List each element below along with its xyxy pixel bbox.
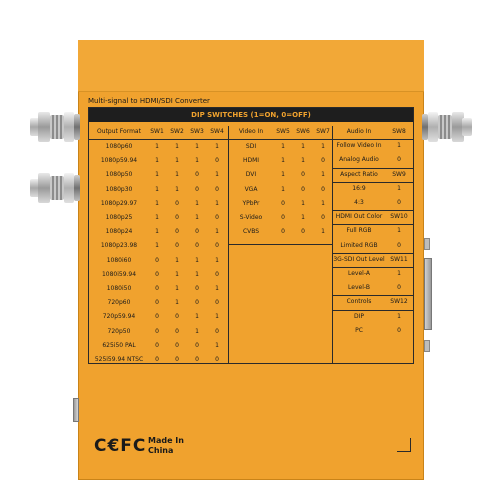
output-format-header: SW3 xyxy=(190,128,204,135)
side-port-icon[interactable] xyxy=(424,340,430,352)
switch-value: 1 xyxy=(175,171,179,179)
switch-value: 0 xyxy=(155,299,159,307)
device-top-panel xyxy=(78,40,424,92)
switch-value: 0 xyxy=(155,327,159,335)
switch-value: 0 xyxy=(195,355,199,363)
switch-value: 0 xyxy=(155,341,159,349)
switch-value: 1 xyxy=(195,157,199,165)
row-divider xyxy=(333,139,413,140)
output-format-name: 1080p23.98 xyxy=(100,242,138,250)
switch-value: 0 xyxy=(321,157,325,165)
setting-header: 3G-SDI Out Level xyxy=(333,255,385,263)
row-divider xyxy=(229,244,332,245)
switch-value: 0 xyxy=(175,242,179,250)
setting-header: HDMI Out Color xyxy=(335,213,383,221)
switch-value: 0 xyxy=(175,341,179,349)
switch-value: 1 xyxy=(301,199,305,207)
switch-value: 0 xyxy=(321,213,325,221)
switch-value: 1 xyxy=(397,312,401,320)
video-in-header: Video In xyxy=(238,128,264,135)
switch-value: 0 xyxy=(175,213,179,221)
switch-value: 0 xyxy=(195,341,199,349)
switch-value: 1 xyxy=(155,199,159,207)
switch-value: 1 xyxy=(301,157,305,165)
made-in-label xyxy=(148,436,184,456)
video-in-header: SW7 xyxy=(316,128,330,135)
video-in-name: HDMI xyxy=(242,157,260,165)
output-format-name: 1080p25 xyxy=(105,213,133,221)
switch-value: 0 xyxy=(215,327,219,335)
switch-value: 1 xyxy=(301,213,305,221)
switch-value: 1 xyxy=(321,199,325,207)
switch-value: 1 xyxy=(215,256,219,264)
switch-value: 1 xyxy=(215,171,219,179)
row-divider xyxy=(229,139,332,140)
switch-value: 0 xyxy=(321,185,325,193)
switch-value: 1 xyxy=(321,171,325,179)
switch-value: 0 xyxy=(175,327,179,335)
side-port-icon[interactable] xyxy=(424,238,430,250)
switch-value: 0 xyxy=(195,299,199,307)
video-in-name: VGA xyxy=(244,185,258,193)
bnc-connector-icon[interactable] xyxy=(30,112,80,142)
made-in-line1: Made In xyxy=(148,436,184,445)
output-format-name: 1080p29.97 xyxy=(100,199,138,207)
switch-value: 1 xyxy=(281,157,285,165)
switch-value: 0 xyxy=(155,284,159,292)
switch-value: 1 xyxy=(301,142,305,150)
switch-value: 0 xyxy=(155,256,159,264)
switch-value: 0 xyxy=(301,228,305,236)
switch-value: 0 xyxy=(281,199,285,207)
setting-header: Controls xyxy=(346,298,372,306)
switch-value: 1 xyxy=(155,142,159,150)
switch-value: 1 xyxy=(397,227,401,235)
switch-value: 0 xyxy=(215,355,219,363)
output-format-name: 525i59.94 NTSC xyxy=(94,355,144,363)
switch-value: 0 xyxy=(281,213,285,221)
setting-switch: SW9 xyxy=(392,170,406,178)
setting-option: Level-B xyxy=(348,284,370,292)
switch-value: 1 xyxy=(175,157,179,165)
setting-switch: SW8 xyxy=(392,128,406,135)
switch-value: 1 xyxy=(215,199,219,207)
output-format-header: SW1 xyxy=(150,128,164,135)
output-format-name: 720p60 xyxy=(107,299,131,307)
switch-value: 1 xyxy=(155,228,159,236)
switch-value: 1 xyxy=(175,299,179,307)
switch-value: 1 xyxy=(175,185,179,193)
row-divider xyxy=(89,139,228,140)
switch-value: 0 xyxy=(175,355,179,363)
switch-value: 1 xyxy=(281,185,285,193)
switch-value: 0 xyxy=(215,185,219,193)
switch-value: 1 xyxy=(155,171,159,179)
switch-value: 0 xyxy=(215,270,219,278)
switch-value: 0 xyxy=(397,199,401,206)
setting-option: Analog Audio xyxy=(339,156,379,164)
output-format-name: 1080p59.94 xyxy=(100,157,138,165)
switch-value: 1 xyxy=(195,142,199,150)
switch-value: 0 xyxy=(301,171,305,179)
video-in-header: SW6 xyxy=(296,128,310,135)
corner-mark xyxy=(397,438,411,452)
video-in-name: SDI xyxy=(245,142,257,150)
switch-value: 0 xyxy=(155,355,159,363)
switch-value: 1 xyxy=(397,142,401,150)
setting-option: 16:9 xyxy=(352,184,366,192)
switch-value: 0 xyxy=(397,241,401,249)
switch-value: 1 xyxy=(397,184,401,192)
row-divider xyxy=(333,253,413,254)
row-divider xyxy=(333,224,413,225)
video-in-header: SW5 xyxy=(276,128,290,135)
row-divider xyxy=(333,182,413,183)
hdmi-port-icon[interactable] xyxy=(424,258,432,330)
output-format-name: 720p50 xyxy=(107,327,131,335)
switch-value: 0 xyxy=(195,242,199,250)
switch-value: 1 xyxy=(175,256,179,264)
output-format-header: Output Format xyxy=(97,128,141,135)
switch-value: 0 xyxy=(281,228,285,236)
device-label: Multi-signal to HDMI/SDI Converter xyxy=(88,97,210,105)
switch-value: 1 xyxy=(175,270,179,278)
output-format-name: 720p59.94 xyxy=(102,313,136,321)
bnc-connector-icon[interactable] xyxy=(422,112,472,142)
setting-option: Level-A xyxy=(348,270,370,277)
output-format-name: 1080p50 xyxy=(105,171,133,179)
switch-value: 1 xyxy=(155,157,159,165)
switch-value: 1 xyxy=(397,270,401,277)
made-in-line2: China xyxy=(148,446,174,455)
setting-option: 4:3 xyxy=(354,199,364,206)
switch-value: 1 xyxy=(215,228,219,236)
switch-value: 1 xyxy=(215,313,219,321)
switch-value: 1 xyxy=(215,341,219,349)
panel-title: DIP SWITCHES (1=ON, 0=OFF) xyxy=(89,108,413,122)
video-in-name: CVBS xyxy=(242,228,260,236)
setting-header: Aspect Ratio xyxy=(340,170,378,178)
setting-header: Audio In xyxy=(346,128,372,135)
output-format-name: 1080i50 xyxy=(106,284,132,292)
video-in-name: YPbPr xyxy=(242,199,260,207)
output-format-header: SW4 xyxy=(210,128,224,135)
switch-value: 1 xyxy=(195,270,199,278)
switch-value: 1 xyxy=(155,213,159,221)
switch-value: 1 xyxy=(175,142,179,150)
setting-option: DIP xyxy=(353,312,364,320)
setting-switch: SW10 xyxy=(390,213,408,221)
row-divider xyxy=(333,267,413,268)
switch-value: 1 xyxy=(195,213,199,221)
switch-value: 0 xyxy=(215,157,219,165)
row-divider xyxy=(333,168,413,169)
output-format-name: 1080p30 xyxy=(105,185,133,193)
switch-value: 0 xyxy=(397,284,401,292)
switch-value: 1 xyxy=(281,142,285,150)
switch-value: 0 xyxy=(301,185,305,193)
setting-option: Limited RGB xyxy=(340,241,378,249)
setting-option: Follow Video In xyxy=(336,142,382,150)
output-format-name: 625i50 PAL xyxy=(102,341,136,349)
switch-value: 1 xyxy=(321,142,325,150)
switch-value: 0 xyxy=(215,299,219,307)
bnc-connector-icon[interactable] xyxy=(30,173,80,203)
switch-value: 0 xyxy=(155,270,159,278)
side-button[interactable] xyxy=(73,398,79,422)
switch-value: 0 xyxy=(195,171,199,179)
row-divider xyxy=(333,210,413,211)
dip-switch-panel xyxy=(88,107,414,364)
switch-value: 0 xyxy=(195,284,199,292)
switch-value: 0 xyxy=(195,228,199,236)
switch-value: 0 xyxy=(195,185,199,193)
setting-switch: SW12 xyxy=(390,298,408,306)
switch-value: 1 xyxy=(195,199,199,207)
video-in-name: S-Video xyxy=(239,213,263,221)
switch-value: 0 xyxy=(215,242,219,250)
switch-value: 0 xyxy=(175,228,179,236)
switch-value: 1 xyxy=(175,284,179,292)
setting-switch: SW11 xyxy=(390,255,408,263)
switch-value: 1 xyxy=(215,142,219,150)
switch-value: 0 xyxy=(155,313,159,321)
setting-option: Full RGB xyxy=(346,227,372,235)
switch-value: 0 xyxy=(175,313,179,321)
output-format-name: 1080i60 xyxy=(106,256,132,264)
row-divider xyxy=(333,310,413,311)
switch-value: 1 xyxy=(155,242,159,250)
output-format-name: 1080p60 xyxy=(105,142,133,150)
switch-value: 0 xyxy=(397,156,401,164)
switch-value: 1 xyxy=(281,171,285,179)
switch-value: 0 xyxy=(215,213,219,221)
output-format-header: SW2 xyxy=(170,128,184,135)
switch-value: 1 xyxy=(195,256,199,264)
switch-value: 1 xyxy=(155,185,159,193)
row-divider xyxy=(333,295,413,296)
switch-value: 1 xyxy=(195,313,199,321)
switch-value: 0 xyxy=(397,326,401,334)
video-in-name: DVI xyxy=(245,171,257,179)
switch-value: 1 xyxy=(321,228,325,236)
ce-fcc-mark-icon: C€FC xyxy=(94,436,147,456)
output-format-name: 1080p24 xyxy=(105,228,133,236)
switch-value: 0 xyxy=(175,199,179,207)
output-format-name: 1080i59.94 xyxy=(101,270,137,278)
setting-option: PC xyxy=(355,326,363,334)
switch-value: 1 xyxy=(195,327,199,335)
switch-value: 1 xyxy=(215,284,219,292)
